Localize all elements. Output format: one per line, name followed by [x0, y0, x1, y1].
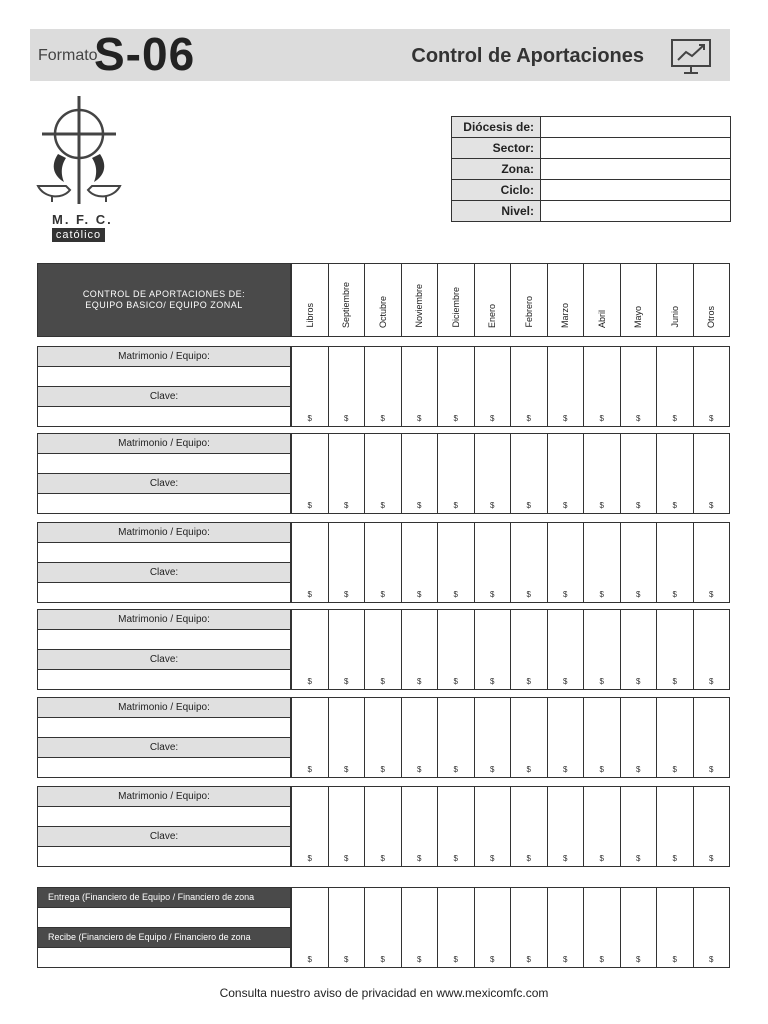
currency-sign: $	[563, 501, 568, 510]
format-word: Formato	[38, 47, 98, 64]
amount-cell[interactable]	[364, 522, 402, 603]
currency-sign: $	[599, 765, 604, 774]
currency-sign: $	[307, 501, 312, 510]
amount-cell[interactable]	[583, 697, 621, 778]
logo-subtitle: católico	[52, 228, 105, 242]
currency-sign: $	[344, 501, 349, 510]
currency-sign: $	[307, 414, 312, 423]
amount-cell[interactable]	[291, 433, 329, 514]
currency-sign: $	[563, 590, 568, 599]
currency-sign: $	[672, 765, 677, 774]
amount-cell[interactable]	[437, 433, 475, 514]
month-header	[693, 263, 731, 337]
month-header	[474, 263, 512, 337]
amount-cell[interactable]	[291, 697, 329, 778]
currency-sign: $	[563, 414, 568, 423]
block-label-text: Clave:	[149, 567, 179, 578]
block-name-field[interactable]	[37, 453, 291, 474]
currency-sign: $	[563, 955, 568, 964]
sector-field[interactable]	[541, 138, 731, 159]
block-label	[37, 826, 291, 847]
currency-sign: $	[453, 854, 458, 863]
amount-cell[interactable]	[401, 697, 439, 778]
amount-cell[interactable]	[328, 346, 366, 427]
currency-sign: $	[307, 854, 312, 863]
currency-sign: $	[380, 590, 385, 599]
amount-cell[interactable]	[328, 522, 366, 603]
block-label	[37, 887, 291, 908]
amount-cell[interactable]	[328, 786, 366, 867]
amount-cell[interactable]	[656, 346, 694, 427]
amount-cell[interactable]	[693, 346, 731, 427]
currency-sign: $	[563, 677, 568, 686]
amount-cell[interactable]	[583, 522, 621, 603]
block-label	[37, 386, 291, 407]
currency-sign: $	[307, 765, 312, 774]
amount-cell[interactable]	[693, 522, 731, 603]
currency-sign: $	[599, 677, 604, 686]
month-header	[364, 263, 402, 337]
block-key-field[interactable]	[37, 947, 291, 968]
block-label-text: Entrega (Financiero de Equipo / Financiero de zona	[48, 892, 255, 902]
currency-sign: $	[709, 854, 714, 863]
amount-cell[interactable]	[693, 887, 731, 968]
month-header	[291, 263, 329, 337]
info-label: Nivel:	[452, 201, 541, 222]
block-label	[37, 649, 291, 670]
amount-cell[interactable]	[437, 346, 475, 427]
currency-sign: $	[307, 590, 312, 599]
amount-cell[interactable]	[328, 697, 366, 778]
amount-cell[interactable]	[620, 697, 658, 778]
presentation-chart-icon	[670, 36, 712, 76]
currency-sign: $	[490, 414, 495, 423]
amount-cell[interactable]	[510, 346, 548, 427]
logo-title: M. F. C.	[52, 212, 113, 227]
amount-cell[interactable]	[547, 522, 585, 603]
currency-sign: $	[599, 590, 604, 599]
block-name-field[interactable]	[37, 629, 291, 650]
level-field[interactable]	[541, 201, 731, 222]
month-header	[656, 263, 694, 337]
currency-sign: $	[526, 854, 531, 863]
currency-sign: $	[636, 501, 641, 510]
amount-cell[interactable]	[437, 522, 475, 603]
amount-cell[interactable]	[656, 609, 694, 690]
amount-cell[interactable]	[437, 887, 475, 968]
currency-sign: $	[526, 765, 531, 774]
currency-sign: $	[417, 677, 422, 686]
currency-sign: $	[344, 765, 349, 774]
amount-cell[interactable]	[328, 433, 366, 514]
amount-cell[interactable]	[401, 609, 439, 690]
currency-sign: $	[563, 765, 568, 774]
amount-cell[interactable]	[364, 433, 402, 514]
amount-cell[interactable]	[401, 433, 439, 514]
block-label-text: Clave:	[149, 654, 179, 665]
amount-cell[interactable]	[583, 346, 621, 427]
currency-sign: $	[490, 765, 495, 774]
amount-cell[interactable]	[474, 609, 512, 690]
currency-sign: $	[417, 501, 422, 510]
amount-cell[interactable]	[693, 433, 731, 514]
amount-cell[interactable]	[510, 433, 548, 514]
currency-sign: $	[636, 677, 641, 686]
currency-sign: $	[709, 955, 714, 964]
block-key-field[interactable]	[37, 757, 291, 778]
amount-cell[interactable]	[401, 786, 439, 867]
currency-sign: $	[490, 501, 495, 510]
currency-sign: $	[453, 955, 458, 964]
currency-sign: $	[599, 501, 604, 510]
currency-sign: $	[490, 854, 495, 863]
currency-sign: $	[380, 765, 385, 774]
month-label: Diciembre	[450, 287, 461, 328]
currency-sign: $	[526, 501, 531, 510]
amount-cell[interactable]	[620, 433, 658, 514]
block-label	[37, 522, 291, 543]
amount-cell[interactable]	[547, 697, 585, 778]
currency-sign: $	[380, 677, 385, 686]
amount-cell[interactable]	[474, 786, 512, 867]
info-label: Zona:	[452, 159, 541, 180]
info-table	[451, 116, 731, 222]
block-label-text: Matrimonio / Equipo:	[118, 791, 210, 802]
month-header	[620, 263, 658, 337]
zone-field[interactable]	[541, 159, 731, 180]
currency-sign: $	[344, 854, 349, 863]
currency-sign: $	[672, 955, 677, 964]
currency-sign: $	[672, 501, 677, 510]
info-label: Ciclo:	[452, 180, 541, 201]
currency-sign: $	[380, 414, 385, 423]
amount-cell[interactable]	[547, 433, 585, 514]
block-name-field[interactable]	[37, 717, 291, 738]
month-label: Marzo	[560, 302, 571, 328]
amount-cell[interactable]	[364, 346, 402, 427]
amount-cell[interactable]	[291, 522, 329, 603]
month-label: Febrero	[523, 296, 534, 328]
currency-sign: $	[672, 854, 677, 863]
grid-heading-line: CONTROL DE APORTACIONES DE:	[82, 289, 246, 299]
format-code: S-06	[94, 28, 196, 80]
block-name-field[interactable]	[37, 806, 291, 827]
amount-cell[interactable]	[656, 887, 694, 968]
currency-sign: $	[709, 501, 714, 510]
block-label-text: Clave:	[149, 391, 179, 402]
currency-sign: $	[672, 590, 677, 599]
block-name-field[interactable]	[37, 907, 291, 928]
currency-sign: $	[417, 955, 422, 964]
amount-cell[interactable]	[474, 887, 512, 968]
month-header	[437, 263, 475, 337]
block-label	[37, 697, 291, 718]
currency-sign: $	[563, 854, 568, 863]
amount-cell[interactable]	[474, 522, 512, 603]
currency-sign: $	[380, 501, 385, 510]
block-label	[37, 786, 291, 807]
amount-cell[interactable]	[656, 786, 694, 867]
month-label: Noviembre	[414, 284, 425, 328]
block-key-field[interactable]	[37, 493, 291, 514]
block-label	[37, 562, 291, 583]
currency-sign: $	[672, 414, 677, 423]
currency-sign: $	[453, 765, 458, 774]
amount-cell[interactable]	[583, 887, 621, 968]
currency-sign: $	[672, 677, 677, 686]
currency-sign: $	[709, 765, 714, 774]
currency-sign: $	[636, 955, 641, 964]
month-label: Enero	[487, 303, 498, 328]
block-label	[37, 737, 291, 758]
amount-cell[interactable]	[510, 786, 548, 867]
block-label	[37, 609, 291, 630]
cycle-field[interactable]	[541, 180, 731, 201]
amount-cell[interactable]	[510, 887, 548, 968]
block-key-field[interactable]	[37, 669, 291, 690]
currency-sign: $	[636, 765, 641, 774]
currency-sign: $	[599, 414, 604, 423]
amount-cell[interactable]	[547, 609, 585, 690]
amount-cell[interactable]	[693, 609, 731, 690]
currency-sign: $	[307, 955, 312, 964]
amount-cell[interactable]	[401, 887, 439, 968]
amount-cell[interactable]	[583, 609, 621, 690]
currency-sign: $	[380, 955, 385, 964]
amount-cell[interactable]	[656, 433, 694, 514]
month-header	[583, 263, 621, 337]
currency-sign: $	[526, 677, 531, 686]
amount-cell[interactable]	[583, 786, 621, 867]
block-label-text: Recibe (Financiero de Equipo / Financiero de zona	[48, 932, 251, 942]
amount-cell[interactable]	[474, 346, 512, 427]
amount-cell[interactable]	[620, 786, 658, 867]
info-label: Sector:	[452, 138, 541, 159]
block-key-field[interactable]	[37, 406, 291, 427]
currency-sign: $	[380, 854, 385, 863]
currency-sign: $	[453, 677, 458, 686]
document-title: Control de Aportaciones	[411, 45, 644, 67]
amount-cell[interactable]	[364, 609, 402, 690]
diocese-field[interactable]	[541, 117, 731, 138]
month-header	[547, 263, 585, 337]
block-name-field[interactable]	[37, 542, 291, 563]
amount-cell[interactable]	[693, 697, 731, 778]
amount-cell[interactable]	[437, 786, 475, 867]
amount-cell[interactable]	[401, 346, 439, 427]
block-label	[37, 433, 291, 454]
currency-sign: $	[417, 590, 422, 599]
amount-cell[interactable]	[510, 697, 548, 778]
currency-sign: $	[344, 414, 349, 423]
currency-sign: $	[453, 501, 458, 510]
amount-cell[interactable]	[437, 697, 475, 778]
month-label: Septiembre	[341, 281, 352, 328]
currency-sign: $	[453, 590, 458, 599]
currency-sign: $	[344, 955, 349, 964]
month-label: Octubre	[377, 295, 388, 328]
block-label-text: Clave:	[149, 478, 179, 489]
block-label	[37, 473, 291, 494]
currency-sign: $	[344, 590, 349, 599]
block-label-text: Matrimonio / Equipo:	[118, 438, 210, 449]
currency-sign: $	[526, 590, 531, 599]
amount-cell[interactable]	[474, 697, 512, 778]
amount-cell[interactable]	[620, 887, 658, 968]
grid-heading-line: EQUIPO BASICO/ EQUIPO ZONAL	[85, 300, 243, 310]
amount-cell[interactable]	[291, 346, 329, 427]
currency-sign: $	[636, 414, 641, 423]
info-label: Diócesis de:	[452, 117, 541, 138]
currency-sign: $	[526, 414, 531, 423]
amount-cell[interactable]	[364, 786, 402, 867]
amount-cell[interactable]	[656, 697, 694, 778]
privacy-footer: Consulta nuestro aviso de privacidad en www.mexicomfc.com	[219, 986, 549, 1000]
currency-sign: $	[709, 677, 714, 686]
block-label-text: Matrimonio / Equipo:	[118, 351, 210, 362]
currency-sign: $	[636, 854, 641, 863]
currency-sign: $	[599, 955, 604, 964]
currency-sign: $	[636, 590, 641, 599]
block-key-field[interactable]	[37, 582, 291, 603]
amount-cell[interactable]	[583, 433, 621, 514]
block-label-text: Clave:	[149, 831, 179, 842]
block-name-field[interactable]	[37, 366, 291, 387]
amount-cell[interactable]	[510, 609, 548, 690]
amount-cell[interactable]	[291, 609, 329, 690]
amount-cell[interactable]	[401, 522, 439, 603]
currency-sign: $	[417, 854, 422, 863]
month-header	[510, 263, 548, 337]
month-header	[328, 263, 366, 337]
header-band	[30, 29, 730, 81]
amount-cell[interactable]	[693, 786, 731, 867]
currency-sign: $	[709, 414, 714, 423]
currency-sign: $	[453, 414, 458, 423]
month-label: Libros	[304, 303, 315, 328]
amount-cell[interactable]	[364, 697, 402, 778]
month-label: Junio	[669, 306, 680, 328]
currency-sign: $	[490, 955, 495, 964]
currency-sign: $	[344, 677, 349, 686]
block-label-text: Clave:	[149, 742, 179, 753]
currency-sign: $	[417, 765, 422, 774]
block-label	[37, 346, 291, 367]
month-label: Abril	[596, 309, 607, 328]
amount-cell[interactable]	[437, 609, 475, 690]
amount-cell[interactable]	[547, 346, 585, 427]
amount-cell[interactable]	[620, 609, 658, 690]
amount-cell[interactable]	[291, 786, 329, 867]
block-label-text: Matrimonio / Equipo:	[118, 702, 210, 713]
amount-cell[interactable]	[620, 522, 658, 603]
month-label: Otros	[706, 305, 717, 328]
amount-cell[interactable]	[364, 887, 402, 968]
currency-sign: $	[417, 414, 422, 423]
amount-cell[interactable]	[328, 887, 366, 968]
month-header	[401, 263, 439, 337]
amount-cell[interactable]	[547, 887, 585, 968]
grid-heading	[37, 263, 291, 337]
block-label-text: Matrimonio / Equipo:	[118, 614, 210, 625]
currency-sign: $	[526, 955, 531, 964]
amount-cell[interactable]	[510, 522, 548, 603]
amount-cell[interactable]	[291, 887, 329, 968]
amount-cell[interactable]	[620, 346, 658, 427]
currency-sign: $	[709, 590, 714, 599]
block-label-text: Matrimonio / Equipo:	[118, 527, 210, 538]
currency-sign: $	[490, 590, 495, 599]
amount-cell[interactable]	[547, 786, 585, 867]
amount-cell[interactable]	[474, 433, 512, 514]
month-label: Mayo	[633, 305, 644, 328]
currency-sign: $	[490, 677, 495, 686]
currency-sign: $	[307, 677, 312, 686]
amount-cell[interactable]	[328, 609, 366, 690]
currency-sign: $	[599, 854, 604, 863]
block-label	[37, 927, 291, 948]
amount-cell[interactable]	[656, 522, 694, 603]
block-key-field[interactable]	[37, 846, 291, 867]
